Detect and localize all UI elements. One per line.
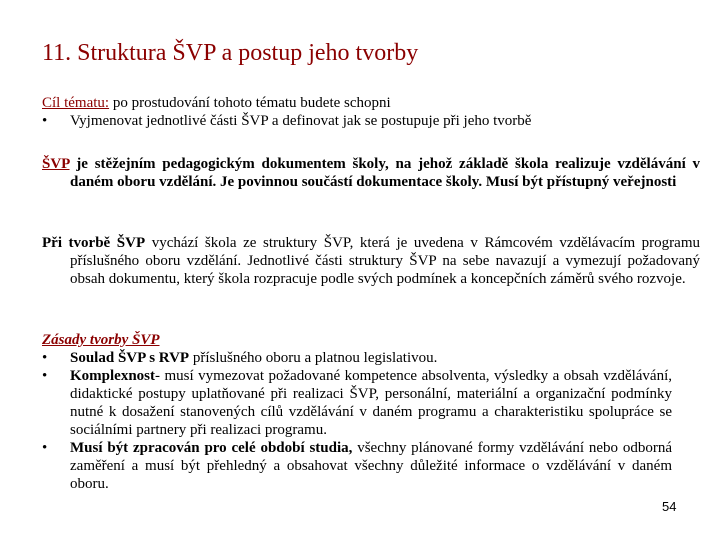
- principle-bold: Musí být zpracován pro celé období studia,: [70, 440, 353, 456]
- principle-text: všechny plánované formy vzdělávání nebo odborná zaměření a musí být přehledný a obsahovat všechny důležité informace o vzdělávání v daném oboru.: [70, 440, 673, 492]
- principle-item: [42, 349, 672, 367]
- bullet-marker: •: [42, 440, 48, 456]
- goal-section: [42, 94, 672, 130]
- goal-line: [42, 94, 672, 112]
- slide-title: 11. Struktura ŠVP a postup jeho tvorby: [42, 40, 419, 66]
- goal-item-text: Vyjmenovat jednotlivé části ŠVP a definovat jak se postupuje při jeho tvorbě: [70, 113, 532, 129]
- principles-section: [42, 331, 672, 493]
- principle-item: [42, 367, 672, 439]
- principle-text: - musí vymezovat požadované kompetence absolventa, výsledky a obsah vzdělávání, didaktické postupy uplatňované při realizaci ŠVP, personální, materiální a organizační podmínky nutné k dosažení stanovených cílů vzdělávání v daném programu a charakteristiku spolupráce se sociálními partnery při realizaci programu.: [70, 368, 672, 438]
- paragraph-text: je stěžejním pedagogickým dokumentem školy, na jehož základě škola realizuje vzdělávání v daném oboru vzdělání. Je povinnou součástí dokumentace školy. Musí být přístupný veřejnosti: [69, 156, 700, 190]
- goal-item: [42, 112, 672, 130]
- principles-heading: Zásady tvorby ŠVP: [42, 332, 160, 348]
- goal-label: Cíl tématu:: [42, 95, 110, 111]
- bullet-marker: •: [42, 350, 48, 366]
- bullet-marker: •: [42, 113, 48, 129]
- paragraph-text: vychází škola ze struktury ŠVP, která je uvedena v Rámcovém vzdělávacím programu příslušného oboru vzdělání. Jednotlivé části struktury ŠVP na sebe navazují a vymezují požadovaný obsah dokumentu, který škola rozpracuje podle svých podmínek a koncepčních záměrů svého rozvoje.: [70, 235, 700, 287]
- paragraph-svp-definition: [42, 155, 700, 191]
- principle-text: příslušného oboru a platnou legislativou.: [189, 350, 438, 366]
- principle-item: [42, 439, 672, 493]
- page-number: 54: [662, 499, 677, 514]
- principle-bold: Soulad ŠVP s RVP: [70, 350, 190, 366]
- bullet-marker: •: [42, 368, 48, 384]
- principle-bold: Komplexnost: [70, 368, 156, 384]
- paragraph-lead: ŠVP: [42, 156, 70, 172]
- goal-text: po prostudování tohoto tématu budete schopni: [109, 95, 391, 111]
- paragraph-lead: Při tvorbě ŠVP: [42, 235, 146, 251]
- paragraph-svp-creation: [42, 234, 700, 288]
